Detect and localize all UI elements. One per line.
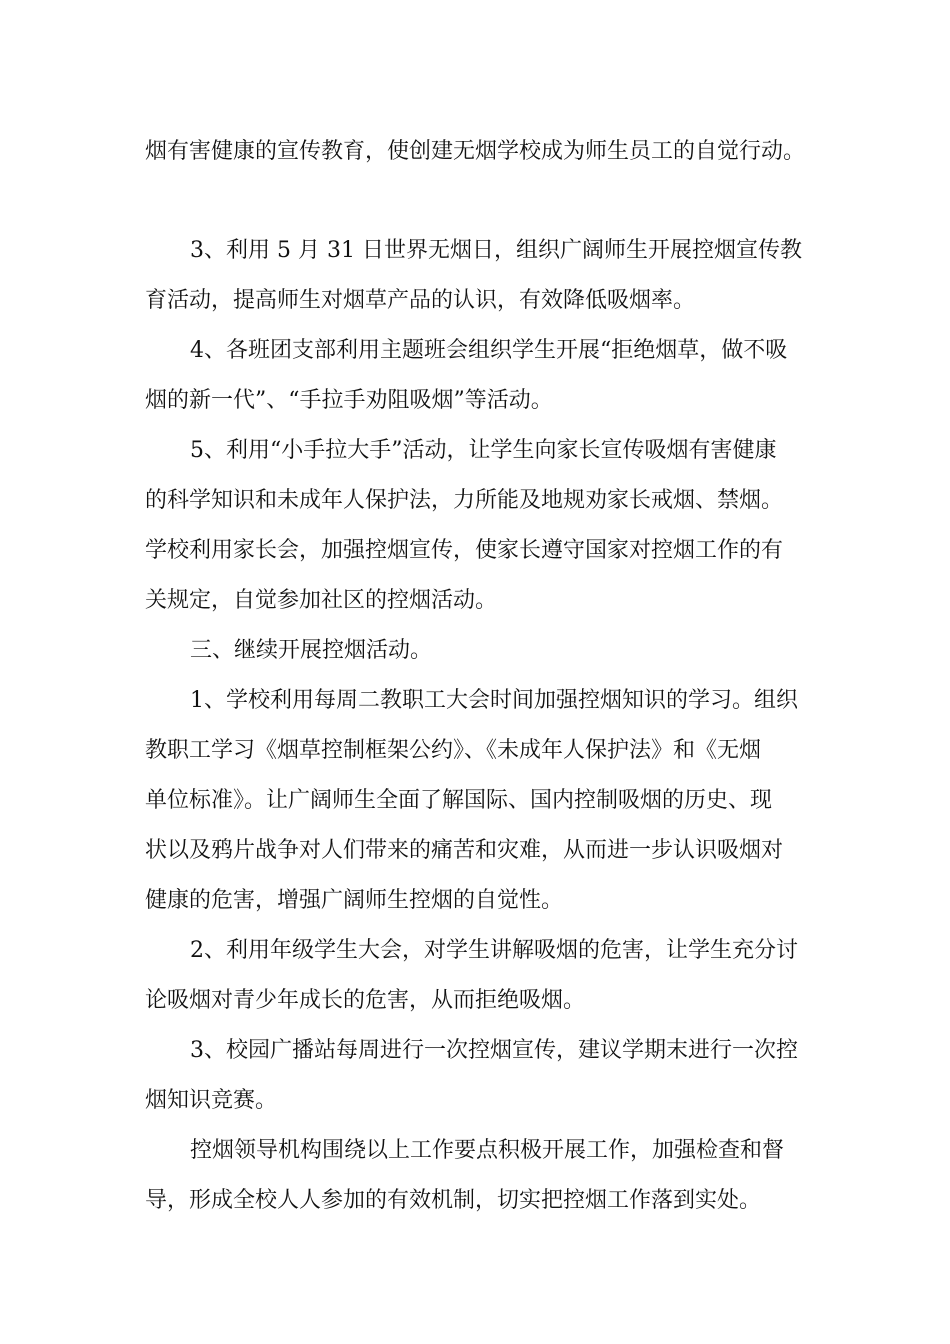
text-line: 烟的新一代”、“手拉手劝阻吸烟”等活动。 <box>145 388 553 413</box>
text-line: 3、利用 5 月 31 日世界无烟日，组织广阔师生开展控烟宣传教 <box>190 238 802 263</box>
text-line: 状以及鸦片战争对人们带来的痛苦和灾难，从而进一步认识吸烟对 <box>145 838 784 863</box>
text-line: 烟知识竞赛。 <box>145 1088 278 1113</box>
text-line: 2、利用年级学生大会，对学生讲解吸烟的危害，让学生充分讨 <box>190 938 798 963</box>
text-line: 烟有害健康的宣传教育，使创建无烟学校成为师生员工的自觉行动。 <box>145 139 806 164</box>
section-heading: 三、继续开展控烟活动。 <box>190 638 433 663</box>
text-line: 学校利用家长会，加强控烟宣传，使家长遵守国家对控烟工作的有 <box>145 538 784 563</box>
text-line: 教职工学习《烟草控制框架公约》、《未成年人保护法》和《无烟 <box>145 738 762 763</box>
text-line: 健康的危害，增强广阔师生控烟的自觉性。 <box>145 888 564 913</box>
text-line: 关规定，自觉参加社区的控烟活动。 <box>145 588 498 613</box>
text-line: 5、利用“小手拉大手”活动，让学生向家长宣传吸烟有害健康 <box>190 438 777 463</box>
text-line: 单位标准》。让广阔师生全面了解国际、国内控制吸烟的历史、现 <box>145 788 773 813</box>
text-line: 控烟领导机构围绕以上工作要点积极开展工作，加强检查和督 <box>190 1138 785 1163</box>
text-line: 导，形成全校人人参加的有效机制，切实把控烟工作落到实处。 <box>145 1188 762 1213</box>
text-line: 3、校园广播站每周进行一次控烟宣传，建议学期末进行一次控 <box>190 1038 798 1063</box>
text-line: 育活动，提高师生对烟草产品的认识，有效降低吸烟率。 <box>145 288 696 313</box>
text-line: 的科学知识和未成年人保护法，力所能及地规劝家长戒烟、禁烟。 <box>145 488 784 513</box>
text-line: 4、各班团支部利用主题班会组织学生开展“拒绝烟草，做不吸 <box>190 338 788 363</box>
text-line: 论吸烟对青少年成长的危害，从而拒绝吸烟。 <box>145 988 586 1013</box>
text-line: 1、学校利用每周二教职工大会时间加强控烟知识的学习。组织 <box>190 688 798 713</box>
